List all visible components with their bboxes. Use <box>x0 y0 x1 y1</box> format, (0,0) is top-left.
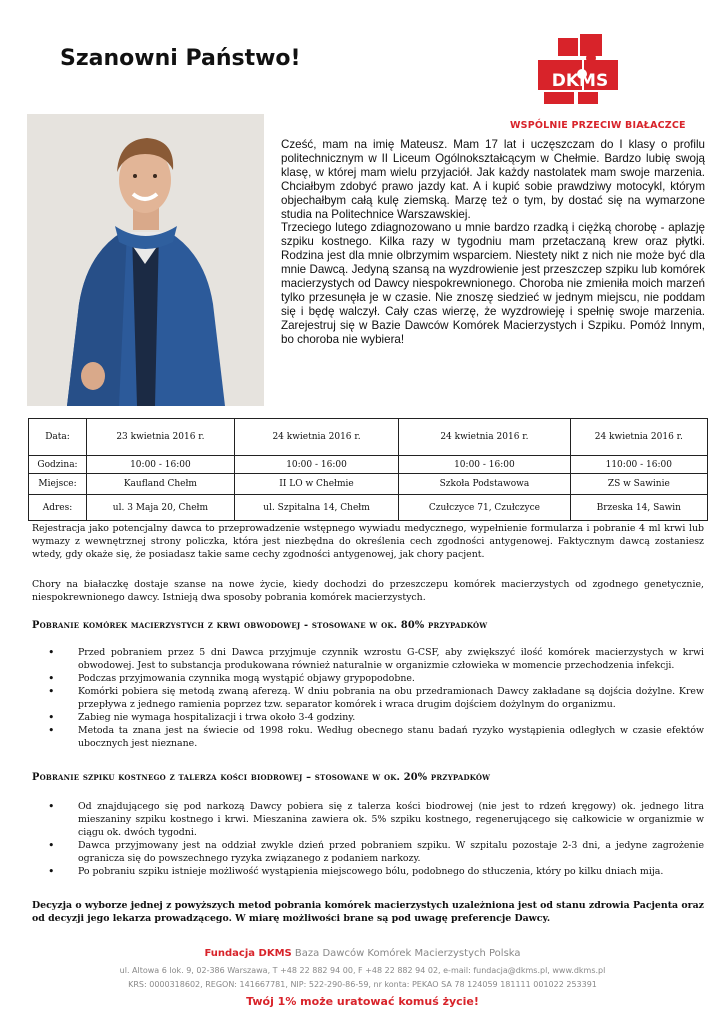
marrow-list <box>32 800 704 878</box>
cell-place: Kaufland Chełm <box>87 474 235 495</box>
cell-address: Czułczyce 71, Czułczyce <box>399 495 570 521</box>
cell-time: 110:00 - 16:00 <box>570 456 707 474</box>
table-row <box>29 474 708 495</box>
cell-address: ul. Szpitalna 14, Chełm <box>234 495 398 521</box>
intro-text <box>281 138 705 347</box>
logo-tagline: WSPÓLNIE PRZECIW BIAŁACZCE <box>510 120 686 131</box>
footer-org-name: Fundacja DKMS <box>204 948 292 959</box>
list-item: • Komórki pobiera się metodą zwaną aferezą. W dniu pobrania na obu przedramionach Dawcy zakładane są dojścia dożylne. Krew przepływa z jednego ramienia poprzez tzw. separator komórek i wraca drugim dojściem dożylnym do organizmu. <box>32 685 704 711</box>
cell-place: Szkoła Podstawowa <box>399 474 570 495</box>
cell-place: ZS w Sawinie <box>570 474 707 495</box>
list-item: • Metoda ta znana jest na świecie od 1998 roku. Według obecnego stanu badań ryzyko wystąpienia odległych w czasie efektów ubocznych jest nieznane. <box>32 724 704 750</box>
list-item: • Zabieg nie wymaga hospitalizacji i trwa około 3-4 godziny. <box>32 711 704 724</box>
list-item: • Przed pobraniem przez 5 dni Dawca przyjmuje czynnik wzrostu G-CSF, aby zwiększyć ilość komórek macierzystych w krwi obwodowej. Jest to substancja produkowana również naturalnie w organizmie człowieka w momencie przechodzenia infekcji. <box>32 646 704 672</box>
schedule-table <box>28 418 708 521</box>
dkms-logo <box>536 34 626 114</box>
cell-date: 24 kwietnia 2016 r. <box>399 419 570 456</box>
registration-paragraph: Rejestracja jako potencjalny dawca to przeprowadzenie wstępnego wywiadu medycznego, wypełnienie formularza i pobranie 4 ml krwi lub wymazy z wewnętrznej strony policzka, która jest niezbędna do określenia cech zgodności antygenowej. Faktycznym dawcą zostaniesz wtedy, gdy okaże się, że posiadasz takie same cechy zgodności antygenowej, jak chory pacjent. <box>32 523 704 560</box>
cell-time: 10:00 - 16:00 <box>87 456 235 474</box>
cell-date: 23 kwietnia 2016 r. <box>87 419 235 456</box>
table-row <box>29 419 708 456</box>
cell-time: 10:00 - 16:00 <box>399 456 570 474</box>
cell-address: Brzeska 14, Sawin <box>570 495 707 521</box>
list-item: • Dawca przyjmowany jest na oddział zwykle dzień przed pobraniem szpiku. W szpitalu pozostaje 2-3 dni, a jedyne zagrożenie ogranicza się do powszechnego ryzyka związanego z podaniem narkozy. <box>32 839 704 865</box>
transplant-paragraph: Chory na białaczkę dostaje szanse na nowe życie, kiedy dochodzi do przeszczepu komórek macierzystych od zgodnego genetycznie, niespokrewnionego dawcy. Istnieją dwa sposoby pobrania komórek macierzystych. <box>32 579 704 603</box>
section-heading-marrow: Pobranie szpiku kostnego z talerza kości biodrowej – stosowane w ok. 20% przypadków <box>32 772 491 783</box>
patient-photo <box>27 114 264 406</box>
footer-address: ul. Altowa 6 lok. 9, 02-386 Warszawa, T +48 22 882 94 00, F +48 22 882 94 02, e-mail: fundacja@dkms.pl, www.dkms.pl <box>119 966 606 975</box>
footer-org <box>0 948 725 959</box>
row-label: Data: <box>29 419 87 456</box>
cell-place: II LO w Chełmie <box>234 474 398 495</box>
cell-date: 24 kwietnia 2016 r. <box>570 419 707 456</box>
svg-text:DKMS: DKMS <box>551 71 609 91</box>
section-heading-peripheral: Pobranie komórek macierzystych z krwi obwodowej - stosowane w ok. 80% przypadków <box>32 620 488 631</box>
list-item: • Podczas przyjmowania czynnika mogą wystąpić objawy grypopodobne. <box>32 672 704 685</box>
list-item: • Po pobraniu szpiku istnieje możliwość wystąpienia miejscowego bólu, podobnego do stłuczenia, który po kilku dniach mija. <box>32 865 704 878</box>
intro-paragraph: Trzeciego lutego zdiagnozowano u mnie bardzo rzadką i ciężką chorobę - aplazję szpiku kostnego. Kilka razy w tygodniu mam przetaczaną krew oraz płytki. Rodzina jest dla mnie olbrzymim wsparciem. Niestety nikt z nich nie może być dla mnie Dawcą. Jedyną szansą na wyzdrowienie jest przeszczep szpiku lub komórek macierzystych od Dawcy niespokrewnionego. Choroba nie zmieniła moich marzeń tylko przesunęła je w czasie. Nie znoszę siedzieć w jednym miejscu, nie poddam się i będę walczył. Cały czas wierzę, że wyzdrowieję i spełnię swoje marzenia. Zarejestruj się w Bazie Dawców Komórek Macierzystych i Szpiku. Pomóż Innym, bo choroba nie wybiera! <box>281 221 705 346</box>
cell-address: ul. 3 Maja 20, Chełm <box>87 495 235 521</box>
decision-paragraph: Decyzja o wyborze jednej z powyższych metod pobrania komórek macierzystych uzależniona jest od stanu zdrowia Pacjenta oraz od decyzji jego lekarza prowadzącego. W miarę możliwości brane są pod uwagę preferencje Dawcy. <box>32 900 704 924</box>
list-item: • Od znajdującego się pod narkozą Dawcy pobiera się z talerza kości biodrowej (nie jest to rdzeń kręgowy) ok. jednego litra mieszaniny szpiku kostnego i krwi. Mieszanina zawiera ok. 5% szpiku kostnego, regenerującego się całkowicie w organizmie w ciągu ok. dwóch tygodni. <box>32 800 704 839</box>
footer-org-desc: Baza Dawców Komórek Macierzystych Polska <box>291 948 521 959</box>
row-label: Miejsce: <box>29 474 87 495</box>
peripheral-list <box>32 646 704 750</box>
footer-slogan: Twój 1% może uratować komuś życie! <box>246 995 479 1008</box>
cell-time: 10:00 - 16:00 <box>234 456 398 474</box>
row-label: Adres: <box>29 495 87 521</box>
intro-paragraph: Cześć, mam na imię Mateusz. Mam 17 lat i uczęszczam do I klasy o profilu politechnicznym w II Liceum Ogólnokształcącym w Chełmie. Bardzo lubię swoją klasę, w której mam wielu przyjaciół. Jak każdy nastolatek mam swoje marzenia. Chciałbym zdobyć prawo jazdy kat. A i kupić sobie prawdziwy motocykl, którym objechałbym całą kulę ziemską. Marzę też o tym, by dostać się na wymarzone studia na Politechnice Warszawskiej. <box>281 138 705 221</box>
row-label: Godzina: <box>29 456 87 474</box>
cell-date: 24 kwietnia 2016 r. <box>234 419 398 456</box>
table-row <box>29 456 708 474</box>
table-row <box>29 495 708 521</box>
footer-registry: KRS: 0000318602, REGON: 141667781, NIP: 522-290-86-59, nr konta: PEKAO SA 78 124059 181111 001022 253391 <box>128 980 597 989</box>
page-title: Szanowni Państwo! <box>60 46 301 71</box>
